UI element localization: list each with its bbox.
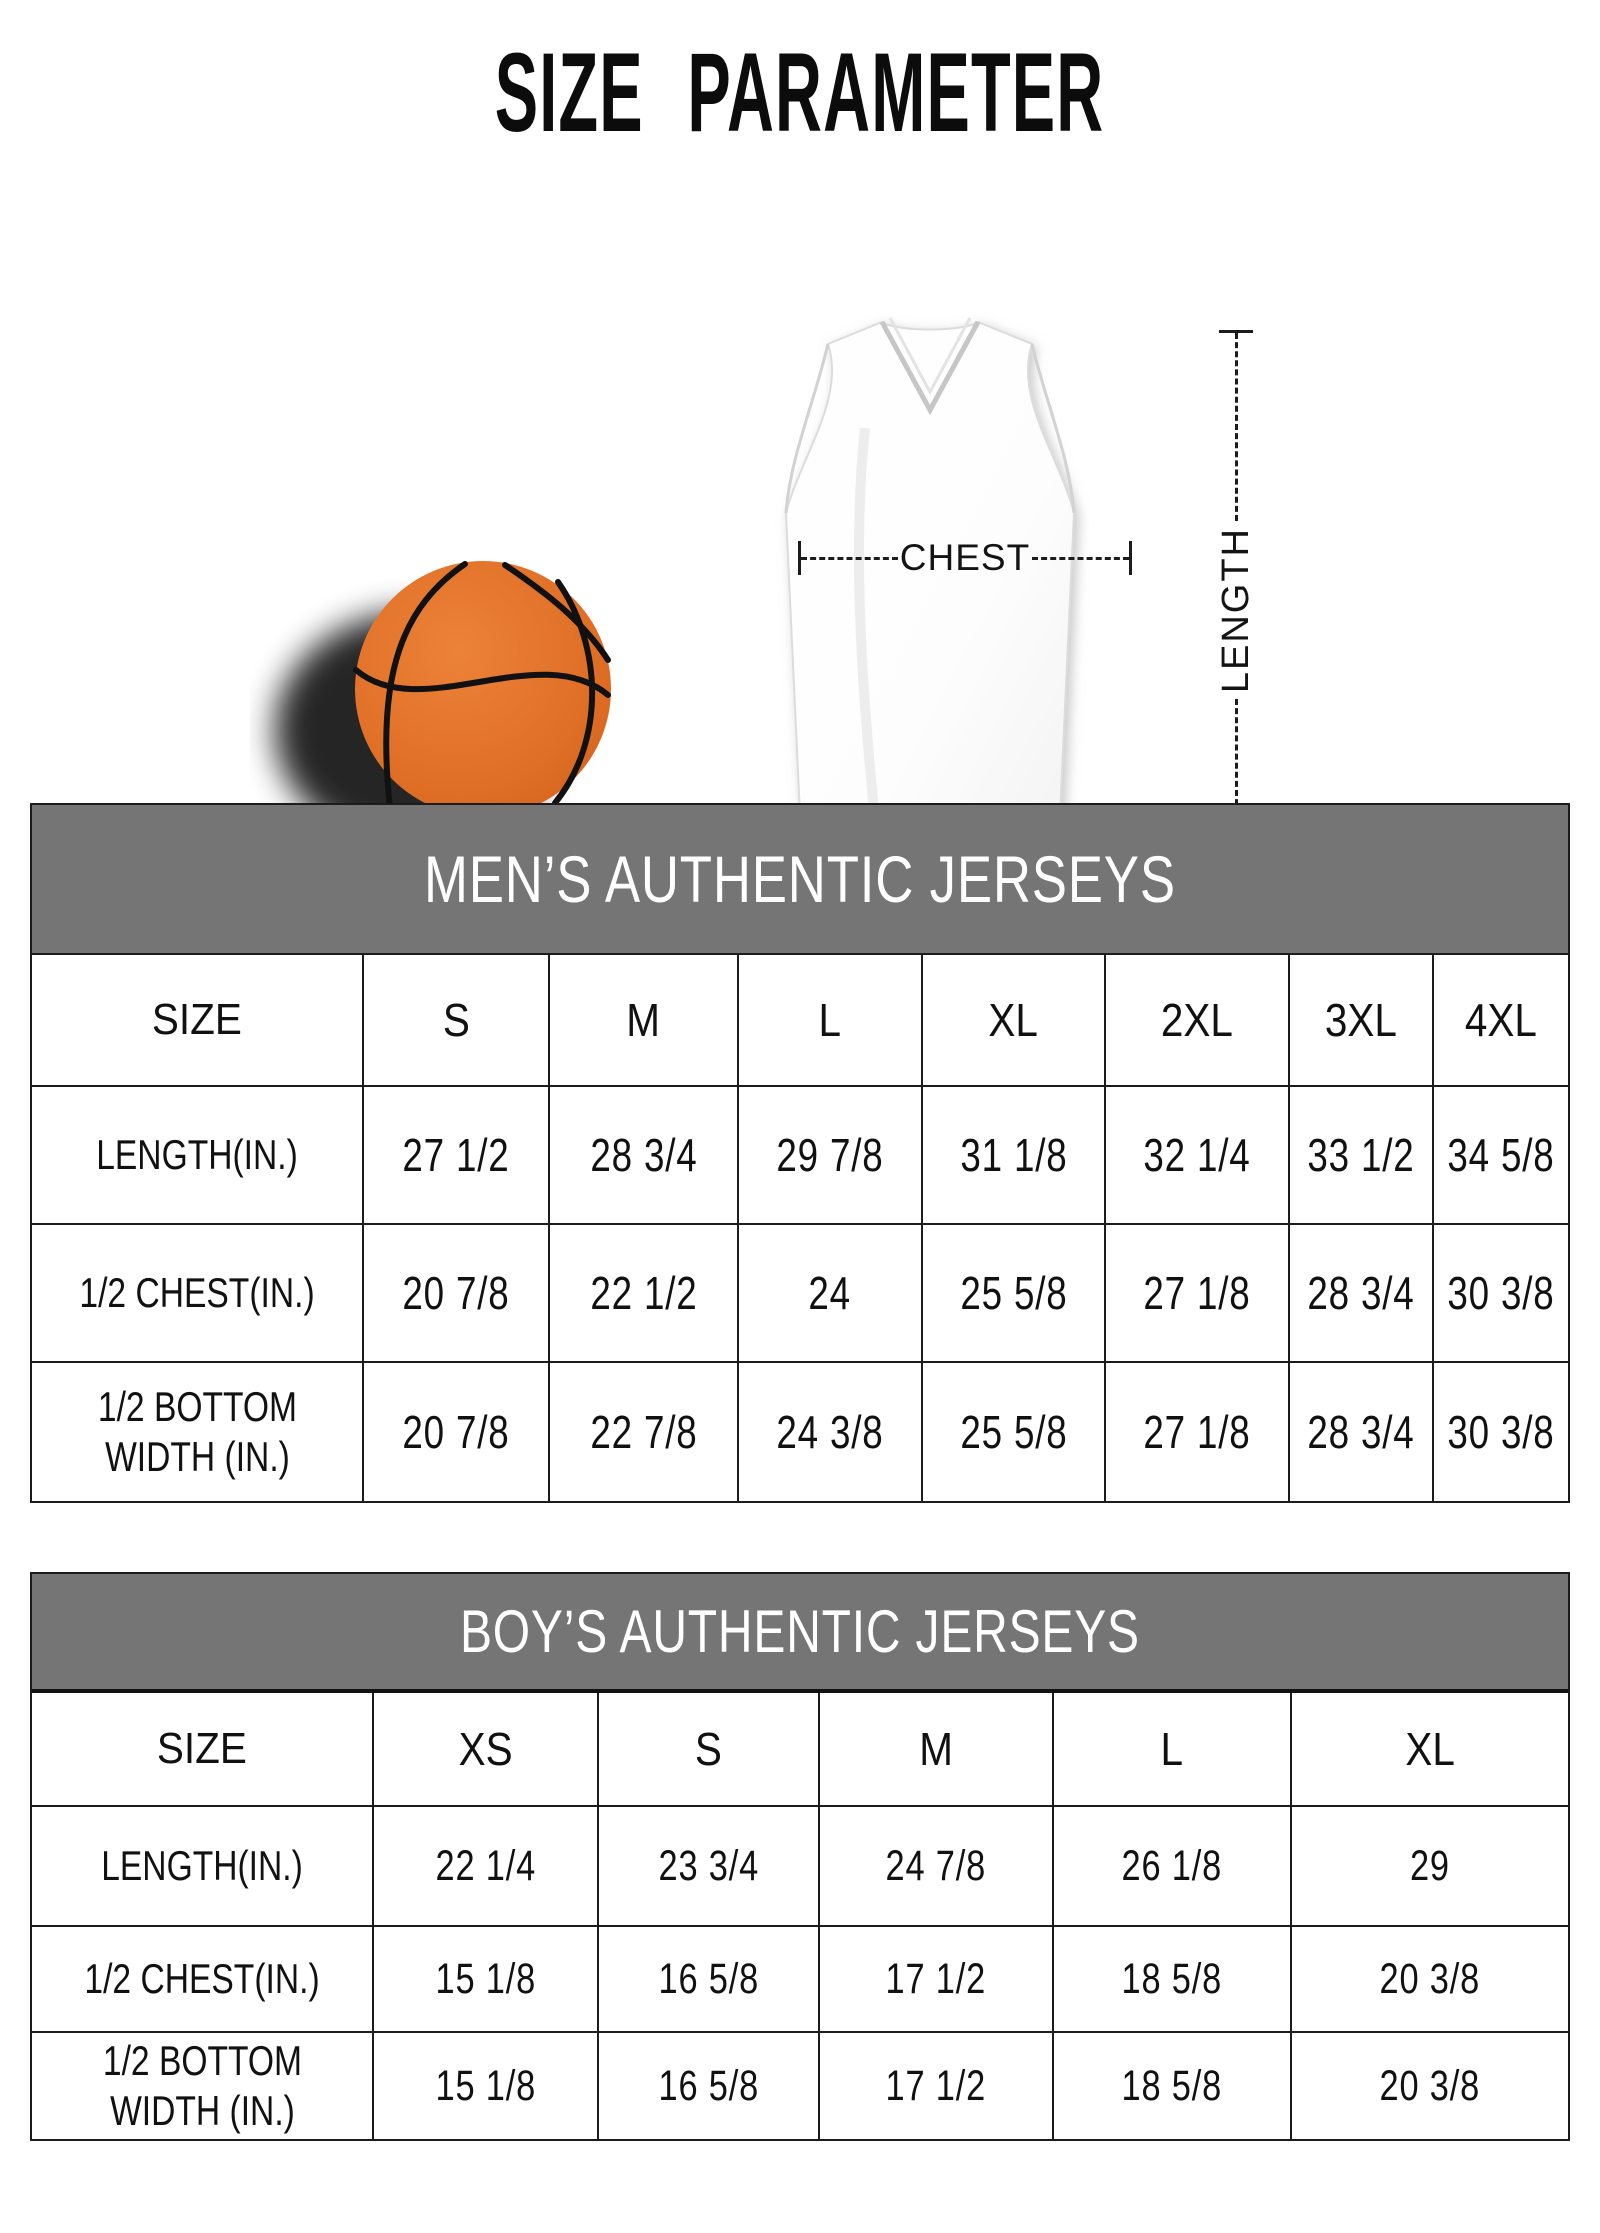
- table-cell: 15 1/8: [374, 1927, 599, 2031]
- row-label: 1/2 CHEST(IN.): [32, 1927, 374, 2031]
- chest-dash-right: [1032, 557, 1129, 560]
- table-cell: 15 1/8: [374, 2033, 599, 2139]
- table-cell: 20 3/8: [1379, 2061, 1481, 2110]
- table-cell: 17 1/2: [820, 1927, 1054, 2031]
- mens-col-header: M: [550, 955, 739, 1085]
- table-cell: 24 3/8: [739, 1363, 923, 1501]
- mens-col-header: S: [364, 955, 550, 1085]
- chest-tick-right: [1129, 541, 1132, 575]
- row-label: LENGTH(IN.): [32, 1807, 374, 1925]
- boys-table-header-band: [32, 1574, 1568, 1693]
- table-cell: 20 7/8: [364, 1225, 550, 1361]
- table-cell: 23 3/4: [599, 1807, 820, 1925]
- chest-label: CHEST: [899, 537, 1031, 578]
- table-cell: 28 3/4: [1290, 1363, 1434, 1501]
- boys-length-row: [32, 1807, 1568, 1927]
- table-cell: 25 5/8: [923, 1363, 1106, 1501]
- table-cell: 27 1/2: [364, 1087, 550, 1223]
- chest-measure-line: [798, 537, 1132, 578]
- mens-col-header: XL: [923, 955, 1106, 1085]
- row-label: 1/2 BOTTOM WIDTH (IN.): [32, 2033, 374, 2139]
- table-cell: 26 1/8: [1054, 1807, 1292, 1925]
- table-cell: 20 7/8: [364, 1363, 550, 1501]
- table-cell: 34 5/8: [1447, 1129, 1555, 1181]
- table-cell: 29: [1410, 1841, 1450, 1890]
- table-cell: 30 3/8: [1447, 1267, 1555, 1319]
- table-cell: 22 7/8: [550, 1363, 739, 1501]
- table-cell: 18 5/8: [1054, 2033, 1292, 2139]
- row-label: 1/2 CHEST(IN.): [32, 1225, 364, 1361]
- row-label: 1/2 BOTTOM WIDTH (IN.): [32, 1363, 364, 1501]
- mens-bottom-width-row: [32, 1363, 1568, 1501]
- table-cell: 17 1/2: [820, 2033, 1054, 2139]
- table-cell: 33 1/2: [1290, 1087, 1434, 1223]
- table-cell: 22 1/4: [374, 1807, 599, 1925]
- mens-length-row: [32, 1087, 1568, 1225]
- measurement-diagram: [0, 150, 1600, 790]
- table-cell: 31 1/8: [923, 1087, 1106, 1223]
- mens-table-title: MEN’S AUTHENTIC JERSEYS: [424, 842, 1176, 916]
- row-label: LENGTH(IN.): [32, 1087, 364, 1223]
- table-cell: 18 5/8: [1054, 1927, 1292, 2031]
- mens-col-header: 2XL: [1106, 955, 1290, 1085]
- table-cell: 30 3/8: [1447, 1406, 1555, 1458]
- page-title: [0, 28, 1600, 157]
- boys-size-header-row: [32, 1693, 1568, 1807]
- mens-col-header: 4XL: [1464, 994, 1538, 1046]
- mens-col-header: SIZE: [32, 955, 364, 1085]
- jersey-body: [786, 322, 1074, 870]
- table-cell: 24: [739, 1225, 923, 1361]
- mens-size-header-row: [32, 955, 1568, 1087]
- boys-col-header: M: [820, 1693, 1054, 1805]
- mens-col-header: L: [739, 955, 923, 1085]
- table-cell: 16 5/8: [599, 1927, 820, 2031]
- table-cell: 27 1/8: [1106, 1363, 1290, 1501]
- table-cell: 28 3/4: [1290, 1225, 1434, 1361]
- boys-bottom-width-row: [32, 2033, 1568, 2139]
- mens-size-table: [30, 803, 1570, 1503]
- table-cell: 25 5/8: [923, 1225, 1106, 1361]
- table-cell: 28 3/4: [550, 1087, 739, 1223]
- table-cell: 27 1/8: [1106, 1225, 1290, 1361]
- length-label: LENGTH: [1214, 526, 1257, 694]
- table-cell: 32 1/4: [1106, 1087, 1290, 1223]
- mens-col-header: 3XL: [1290, 955, 1434, 1085]
- length-dash-top: [1235, 333, 1238, 521]
- boys-col-header: L: [1054, 1693, 1292, 1805]
- mens-chest-row: [32, 1225, 1568, 1363]
- table-cell: 16 5/8: [599, 2033, 820, 2139]
- boys-chest-row: [32, 1927, 1568, 2033]
- table-cell: 20 3/8: [1379, 1954, 1481, 2003]
- table-cell: 29 7/8: [739, 1087, 923, 1223]
- table-cell: 22 1/2: [550, 1225, 739, 1361]
- chest-dash-left: [801, 557, 898, 560]
- boys-col-header: XS: [374, 1693, 599, 1805]
- boys-col-header: XL: [1405, 1723, 1455, 1775]
- mens-table-header-band: [32, 805, 1568, 955]
- page-title-text: SIZE PARAMETER: [495, 30, 1105, 155]
- boys-col-header: S: [599, 1693, 820, 1805]
- boys-size-table: [30, 1572, 1570, 2141]
- boys-table-title: BOY’S AUTHENTIC JERSEYS: [460, 1598, 1140, 1665]
- table-cell: 24 7/8: [820, 1807, 1054, 1925]
- boys-col-header: SIZE: [32, 1693, 374, 1805]
